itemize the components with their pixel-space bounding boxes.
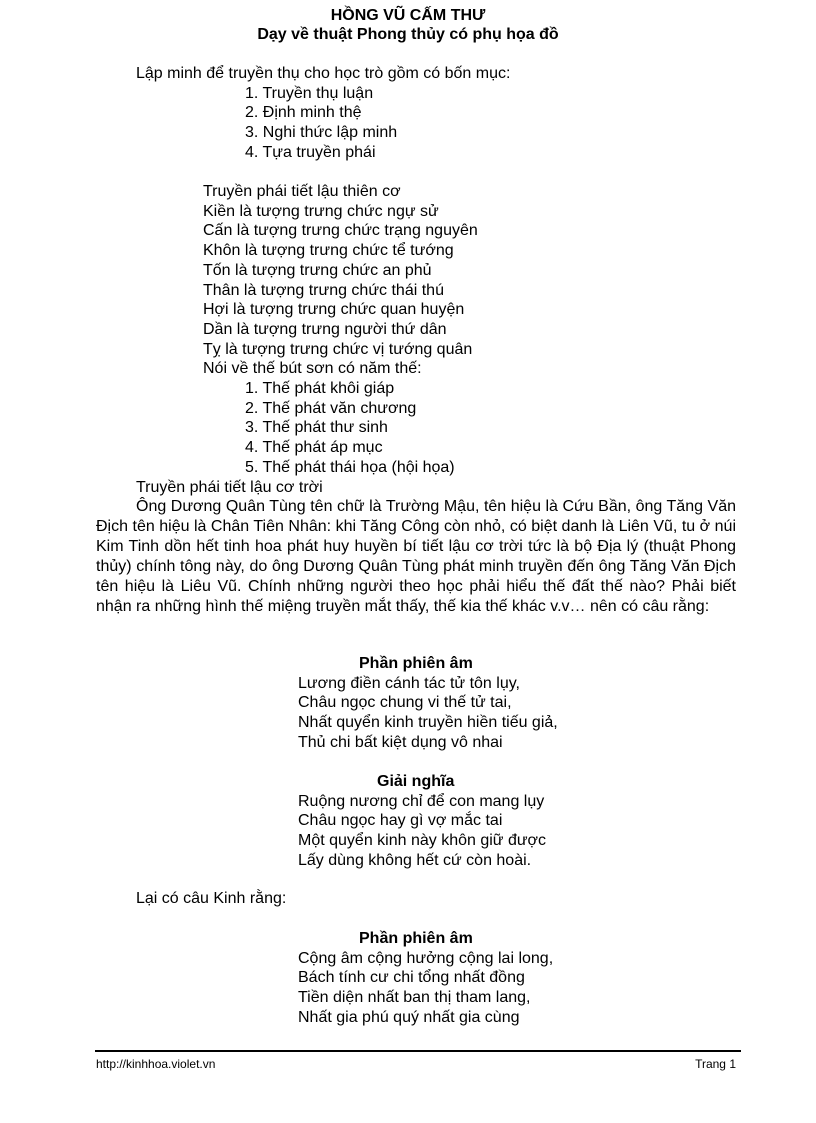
trigram-line: Tốn là tượng trưng chức an phủ: [203, 261, 432, 279]
trigram-line: Khôn là tượng trưng chức tể tướng: [203, 242, 454, 260]
intro-item: 2. Định minh thệ: [245, 104, 362, 122]
poem1-phien-am-line: Nhất quyển kinh truyền hiền tiếu giả,: [298, 714, 558, 732]
poem1-phien-am-line: Châu ngọc chung vi thế tử tai,: [298, 694, 512, 712]
but-son-item: 3. Thế phát thư sinh: [245, 419, 388, 437]
poem1-giai-nghia-line: Lấy dùng không hết cứ còn hoài.: [298, 851, 532, 869]
footer-rule: [95, 1050, 741, 1052]
intro-text: Lập minh để truyền thụ cho học trò gồm có bốn mục:: [136, 65, 511, 82]
trigram-line: Hợi là tượng trưng chức quan huyện: [203, 301, 465, 319]
trigram-line: Kiền là tượng trưng chức ngự sử: [203, 202, 439, 220]
trigram-line: Nói về thế bút sơn có năm thế:: [203, 360, 422, 378]
poem1-phien-am-heading: Phần phiên âm: [359, 655, 473, 672]
but-son-item: 5. Thế phát thái họa (hội họa): [245, 458, 455, 476]
kinh-intro: Lại có câu Kinh rằng:: [136, 890, 287, 907]
intro-item: 4. Tựa truyền phái: [245, 143, 376, 161]
trigram-line: Cấn là tượng trưng chức trạng nguyên: [203, 222, 478, 240]
poem1-giai-nghia-line: Một quyển kinh này khôn giữ được: [298, 832, 547, 850]
trigram-line: Dần là tượng trưng người thứ dân: [203, 320, 447, 338]
intro-item: 3. Nghi thức lập minh: [245, 124, 398, 142]
trigram-line: Tỵ là tượng trưng chức vị tướng quân: [203, 340, 473, 358]
section-heading: Truyền phái tiết lậu cơ trời: [136, 478, 323, 496]
intro-item: 1. Truyền thụ luận: [245, 84, 374, 102]
poem2-phien-am-line: Cộng âm cộng hưởng cộng lai long,: [298, 949, 554, 967]
footer-page-number: Trang 1: [695, 1057, 736, 1071]
poem1-giai-nghia-line: Châu ngọc hay gì vợ mắc tai: [298, 812, 503, 830]
poem2-phien-am-line: Tiền diện nhất ban thị tham lang,: [298, 989, 531, 1007]
but-son-item: 2. Thế phát văn chương: [245, 399, 417, 417]
poem2-phien-am-heading: Phần phiên âm: [359, 930, 473, 947]
poem1-giai-nghia-heading: Giải nghĩa: [377, 773, 455, 790]
trigram-line: Thân là tượng trưng chức thái thú: [203, 281, 444, 299]
document-subtitle: Dạy về thuật Phong thủy có phụ họa đồ: [257, 26, 559, 43]
document-title: HỒNG VŨ CẤM THƯ: [330, 7, 486, 24]
poem1-phien-am-line: Lương điền cánh tác tử tôn lụy,: [298, 674, 520, 692]
poem2-phien-am-line: Bách tính cư chi tổng nhất đồng: [298, 969, 525, 987]
but-son-item: 4. Thế phát áp mục: [245, 439, 383, 457]
footer-url: http://kinhhoa.violet.vn: [96, 1057, 216, 1071]
poem1-phien-am-line: Thủ chi bất kiệt dụng vô nhai: [298, 733, 503, 751]
trigram-line: Truyền phái tiết lậu thiên cơ: [203, 183, 401, 200]
poem2-phien-am-line: Nhất gia phú quý nhất gia cùng: [298, 1008, 520, 1026]
but-son-item: 1. Thế phát khôi giáp: [245, 380, 395, 397]
poem1-giai-nghia-line: Ruộng nương chỉ để con mang lụy: [298, 792, 545, 810]
body-paragraph: Ông Dương Quân Tùng tên chữ là Trường Mậu, tên hiệu là Cứu Bần, ông Tăng Văn Địch tên hiệu là Chân Tiên Nhân: khi Tăng Công còn nhỏ, có biệt danh là Liên Vũ, tu ở núi Kim Tinh dồn hết tinh hoa phát huy huyền bí tiết lậu cơ trời tức là bộ Địa lý (thuật Phong thủy) chính tông này, do ông Dương Quân Tùng phát minh truyền đến ông Tăng Văn Địch tên hiệu là Liêu Vũ. Chính những người theo học phải hiểu thế đất thế nào? Phải biết nhận ra những hình thế miệng truyền mắt thấy, thế kia thế khác v.v… nên có câu rằng:: [96, 498, 736, 615]
